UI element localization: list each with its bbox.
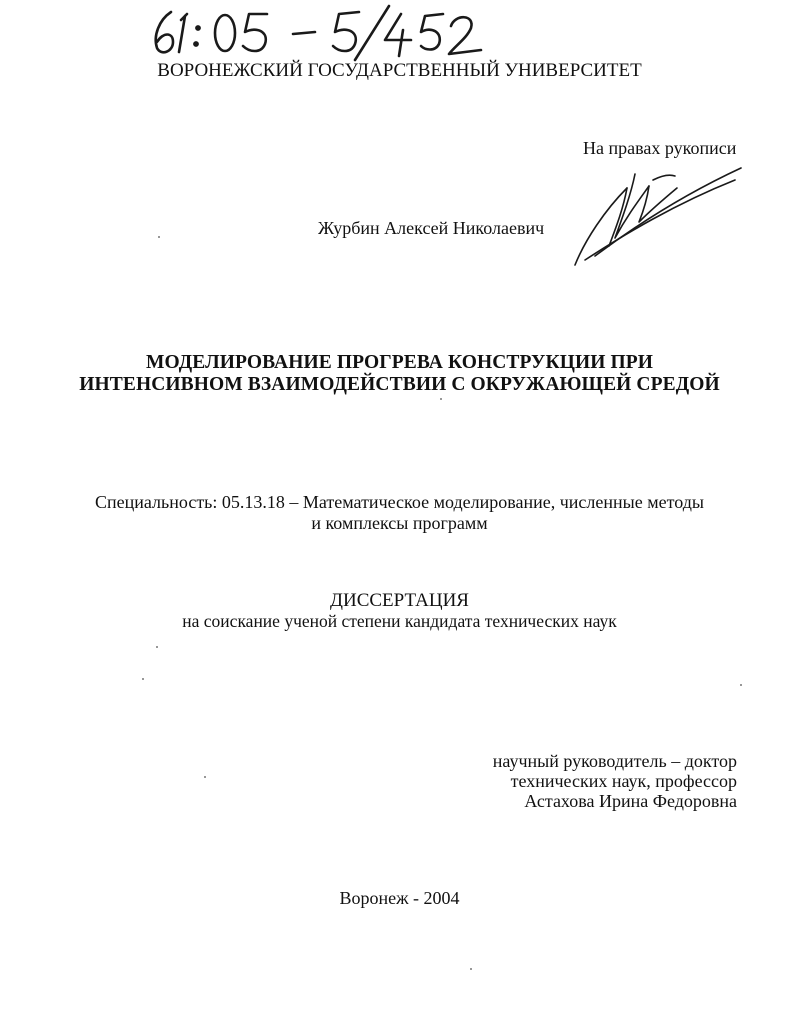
scan-speck [158,236,160,238]
scan-speck [470,968,472,970]
specialty-line-1: Специальность: 05.13.18 – Математическое моделирование, численные методы [95,492,704,512]
scan-speck [740,684,742,686]
scan-speck [142,678,144,680]
scan-speck [440,398,442,400]
dissertation-degree-line: на соискание ученой степени кандидата технических наук [182,611,617,631]
dissertation-title-line-2: ИНТЕНСИВНОМ ВЗАИМОДЕЙСТВИИ С ОКРУЖАЮЩЕЙ СРЕДОЙ [79,374,720,395]
handwritten-archive-number-icon [145,2,490,62]
city-year: Воронеж - 2004 [339,888,460,908]
specialty-line-2: и комплексы программ [311,513,488,533]
scan-speck [204,776,206,778]
university-name: ВОРОНЕЖСКИЙ ГОСУДАРСТВЕННЫЙ УНИВЕРСИТЕТ [157,60,642,81]
author-signature [565,160,745,275]
handwritten-signature-icon [565,160,745,275]
manuscript-rights-note: На правах рукописи [583,138,737,158]
advisor-line-1: научный руководитель – доктор [492,751,737,771]
archive-number-handwritten [145,2,490,62]
dissertation-heading: ДИССЕРТАЦИЯ [330,590,469,611]
advisor-name: Астахова Ирина Федоровна [524,791,737,811]
dissertation-title-line-1: МОДЕЛИРОВАНИЕ ПРОГРЕВА КОНСТРУКЦИИ ПРИ [145,352,654,373]
author-name: Журбин Алексей Николаевич [318,218,545,238]
advisor-line-2: технических наук, профессор [510,771,737,791]
scan-speck [156,646,158,648]
